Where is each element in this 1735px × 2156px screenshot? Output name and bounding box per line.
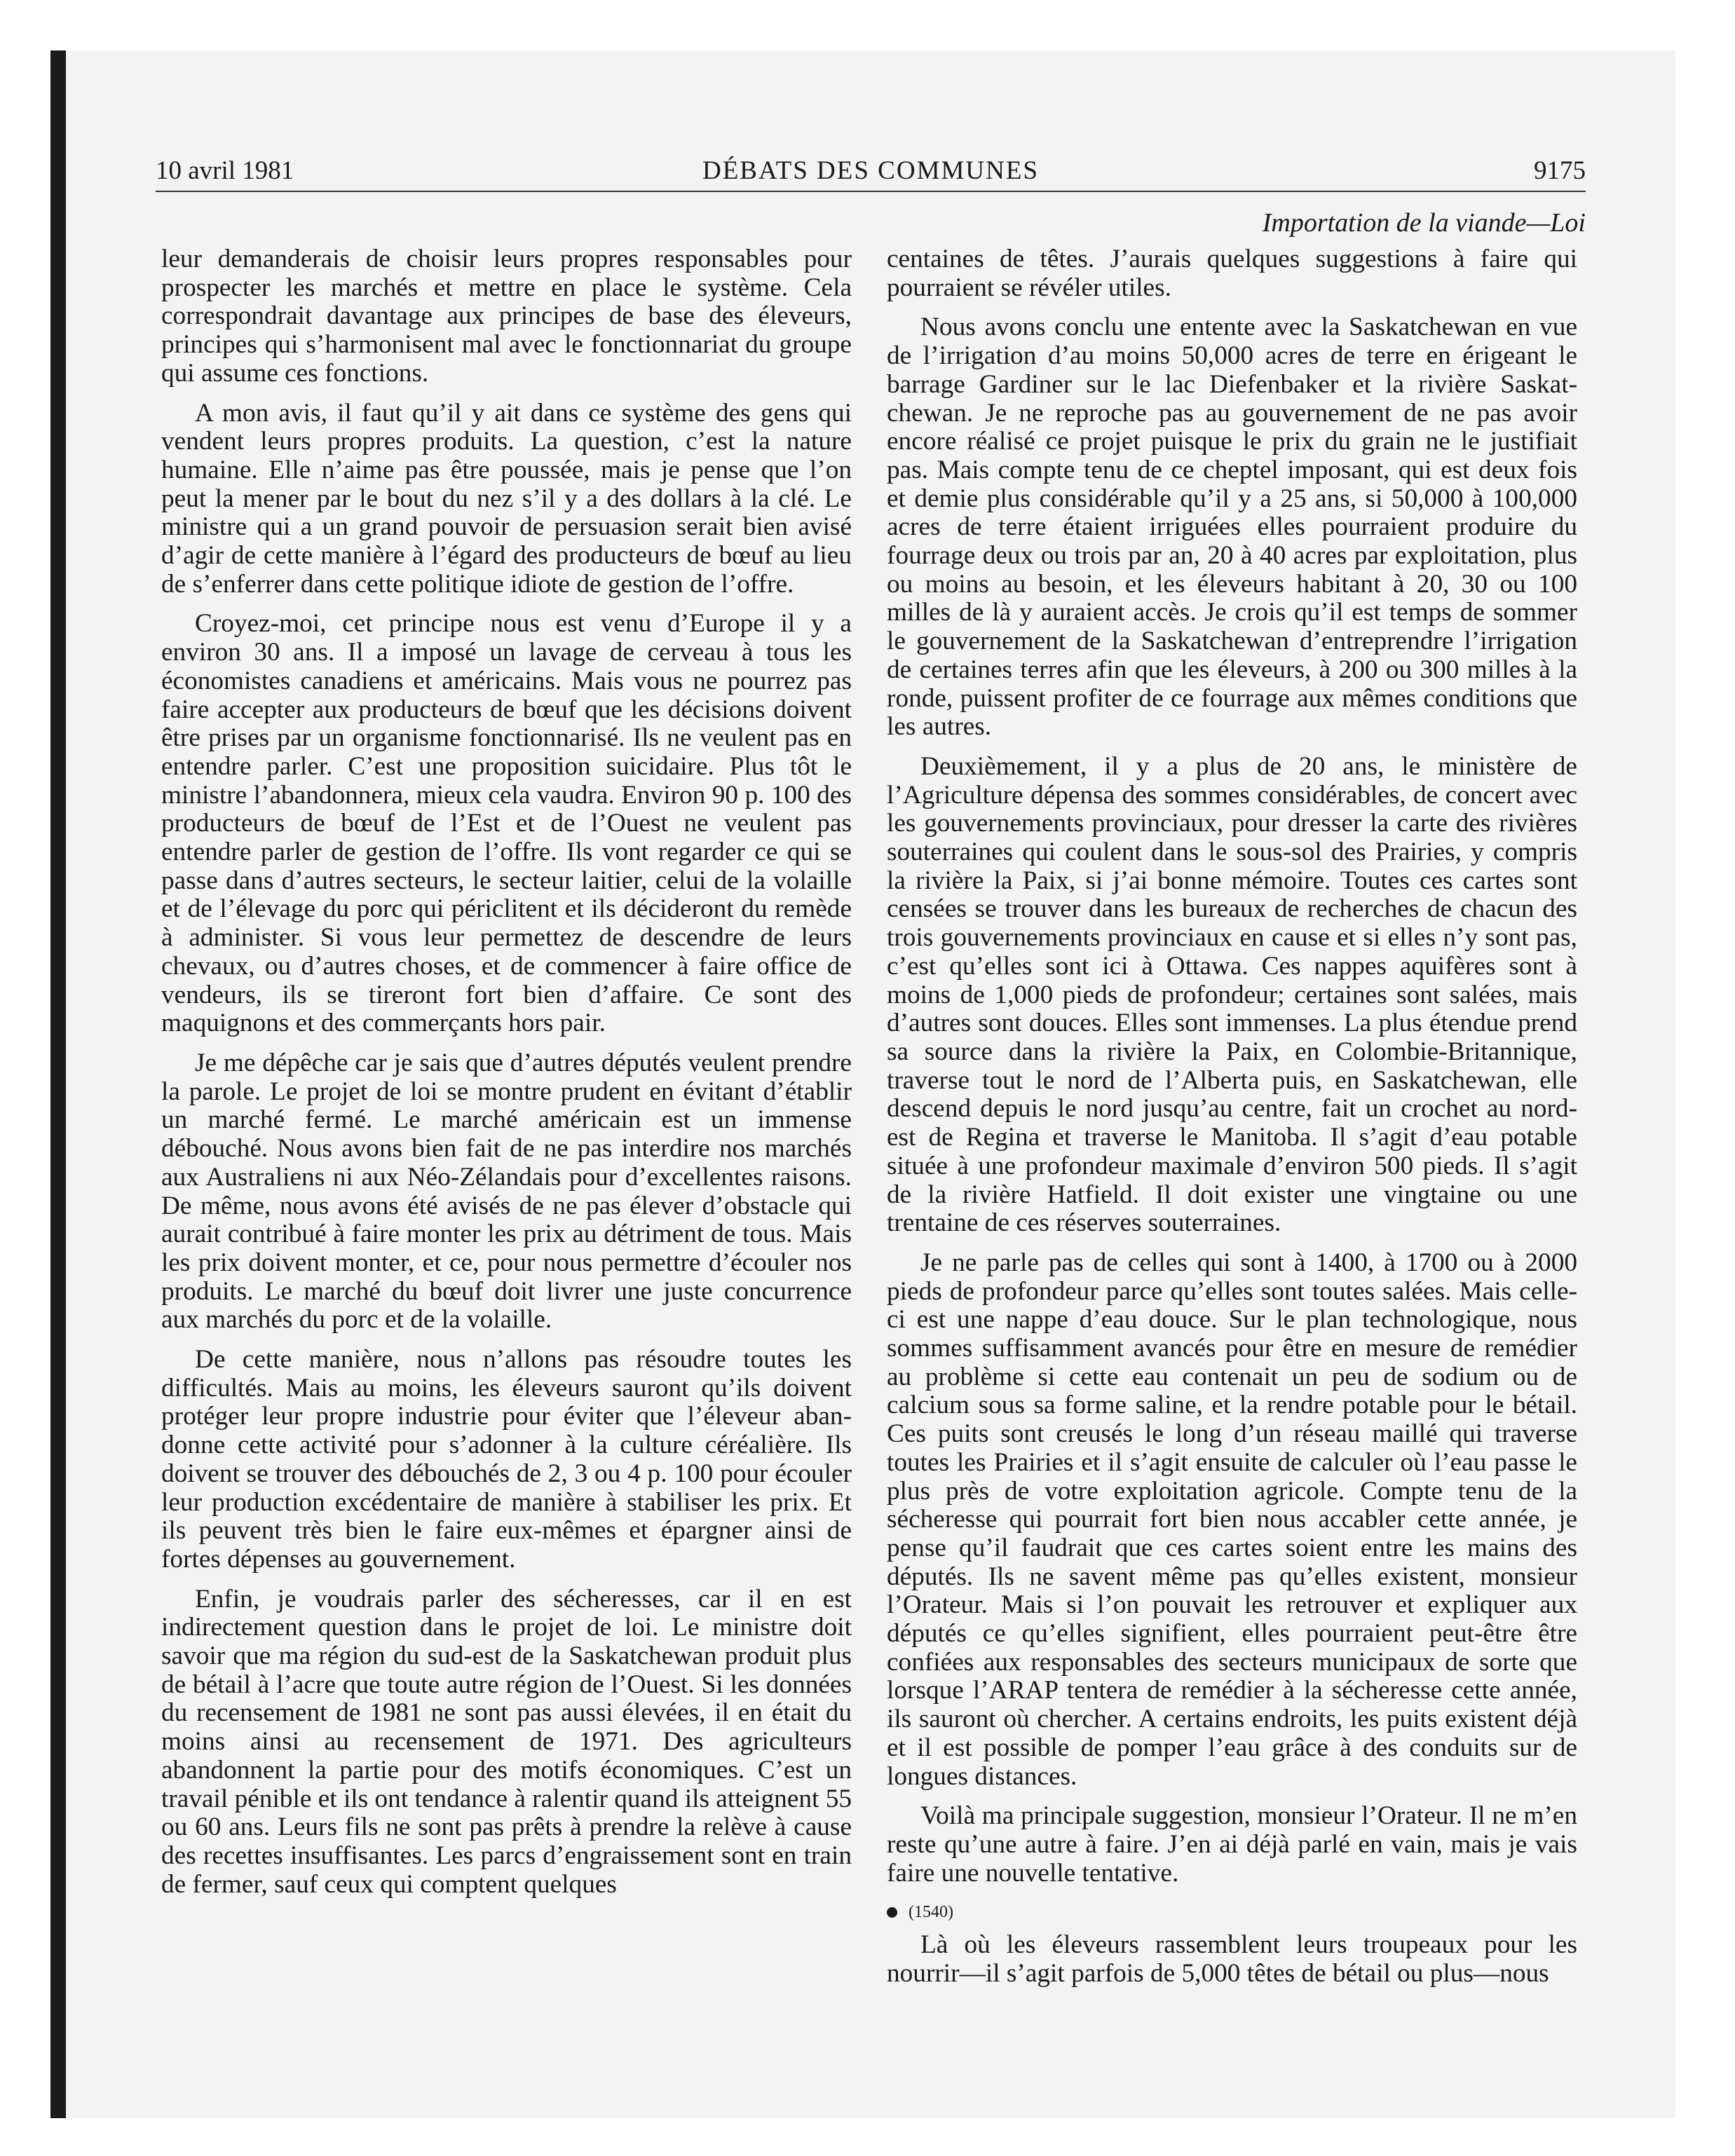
- header-publication: DÉBATS DES COMMUNES: [702, 156, 1039, 185]
- running-header: [156, 153, 1586, 189]
- scan-edge-bar: [50, 50, 66, 2118]
- section-subheading: Importation de la viande—Loi: [1262, 208, 1586, 238]
- left-column: [161, 245, 852, 1910]
- bullet-icon: [887, 1907, 897, 1918]
- paragraph: Voilà ma principale suggestion, monsieur l’Orateur. Il ne m’en reste qu’une autre à faire. J’en ai déjà parlé en vain, mais je vais faire une nouvelle tentative.: [887, 1801, 1577, 1888]
- header-rule: [156, 191, 1586, 192]
- right-column: [887, 245, 1577, 2000]
- paragraph: Je me dépêche car je sais que d’autres députés veulent prendre la parole. Le projet de loi se montre prudent en évitant d’établir un marché fermé. Le marché américain est un immense débouché. Nous avons bien fait de ne pas interdire nos marchés aux Australiens ni aux Néo-Zélandais pour d’excellentes raisons. De même, nous avons été avisés de ne pas élever d’obstacle qui aurait contribué à faire monter les prix au détriment de tous. Mais les prix doivent monter, et ce, pour nous permettre d’écouler nos produits. Le marché du bœuf doit livrer une juste concurrence aux marchés du porc et de la volaille.: [161, 1048, 852, 1335]
- paragraph: Enfin, je voudrais parler des sécheresses, car il en est indirectement question dans le projet de loi. Le ministre doit savoir que ma région du sud-est de la Saskatchewan produit plus de bétail à l’acre que toute autre région de l’Ouest. Si les données du recensement de 1981 ne sont pas aussi élevées, il en était du moins ainsi au recensement de 1971. Des agriculteurs abandonnent la partie pour des motifs économiques. C’est un travail pénible et ils ont tendance à ralentir quand ils atteignent 55 ou 60 ans. Leurs fils ne sont pas prêts à prendre la relève à cause des recettes insuffisantes. Les parcs d’engraissement sont en train de fermer, sauf ceux qui comptent quelques: [161, 1584, 852, 1899]
- paragraph: Deuxièmement, il y a plus de 20 ans, le ministère de l’Agriculture dépensa des sommes considérables, de concert avec les gouvernements provinciaux, pour dresser la carte des rivières souterraines qui coulent dans le sous-sol des Prairies, y compris la rivière la Paix, si j’ai bonne mémoire. Toutes ces cartes sont censées se trouver dans les bureaux de recherches de chacun des trois gouvernements provinciaux en cause et si elles n’y sont pas, c’est qu’elles sont ici à Ottawa. Ces nappes aquifères sont à moins de 1,000 pieds de profondeur; certaines sont salées, mais d’autres sont douces. Elles sont immenses. La plus étendue prend sa source dans la rivière la Paix, en Colombie-Britannique, traverse tout le nord de l’Alberta puis, en Saskatchewan, elle descend depuis le nord jusqu’au centre, fait un crochet au nord-est de Regina et traverse le Manitoba. Il s’agit d’eau potable située à une profondeur maximale d’environ 500 pieds. Il s’agit de la rivière Hatfield. Il doit exister une vingtaine ou une trentaine de ces réserves souterraines.: [887, 751, 1577, 1238]
- paragraph: A mon avis, il faut qu’il y ait dans ce système des gens qui vendent leurs propres produits. La question, c’est la nature humaine. Elle n’aime pas être poussée, mais je pense que l’on peut la mener par le bout du nez s’il y a des dollars à la clé. Le ministre qui a un grand pouvoir de persuasion serait bien avisé d’agir de cette manière à l’égard des producteurs de bœuf au lieu de s’enferrer dans cette politique idiote de gestion de l’offre.: [161, 398, 852, 599]
- paragraph: Là où les éleveurs rassemblent leurs troupeaux pour les nourrir—il s’agit parfois de 5,000 têtes de bétail ou plus—nous: [887, 1930, 1577, 1988]
- header-date: 10 avril 1981: [156, 156, 294, 185]
- time-marker-label: (1540): [909, 1903, 953, 1922]
- header-page-number: 9175: [1534, 156, 1586, 185]
- paragraph: Nous avons conclu une entente avec la Saskatchewan en vue de l’irrigation d’au moins 50,000 acres de terre en érigeant le barrage Gardiner sur le lac Diefenbaker et la rivière Saskatchewan. Je ne reproche pas au gouvernement de ne pas avoir encore réalisé ce projet puisque le prix du grain ne le justifiait pas. Mais compte tenu de ce cheptel imposant, qui est deux fois et demie plus considérable qu’il y a 25 ans, si 50,000 à 100,000 acres de terre étaient irriguées elles pourraient produire du fourrage deux ou trois par an, 20 à 40 acres par exploitation, plus ou moins au besoin, et les éleveurs habitant à 20, 30 ou 100 milles de là y auraient accès. Je crois qu’il est temps de sommer le gouvernement de la Saskatchewan d’entreprendre l’irrigation de certaines terres afin que les éleveurs, à 200 ou 300 milles à la ronde, puissent profiter de ce fourrage aux mêmes conditions que les autres.: [887, 313, 1577, 742]
- paragraph: Croyez-moi, cet principe nous est venu d’Europe il y a environ 30 ans. Il a imposé un lavage de cerveau à tous les économistes canadiens et américains. Mais vous ne pourrez pas faire accepter aux producteurs de bœuf que les décisions doivent être prises par un organisme fonctionnarisé. Ils ne veulent pas en entendre parler. C’est une proposition suicidaire. Plus tôt le ministre l’abandonnera, mieux cela vaudra. Environ 90 p. 100 des producteurs de bœuf de l’Est et de l’Ouest ne veulent pas entendre parler de gestion de l’offre. Ils vont regarder ce qui se passe dans d’autres secteurs, le secteur laitier, celui de la volaille et de l’élevage du porc qui périclitent et ils décideront du remède à administer. Si vous leur permettez de descendre de leurs chevaux, ou d’autres choses, et de commencer à faire office de vendeurs, ils se tireront fort bien d’affaire. Ce sont des maquignons et des commerçants hors pair.: [161, 609, 852, 1038]
- paragraph: leur demanderais de choisir leurs propres responsables pour prospecter les marchés et mettre en place le système. Cela correspondrait davantage aux principes de base des éleveurs, principes qui s’harmonisent mal avec le fonctionnariat du groupe qui assume ces fonctions.: [161, 245, 852, 388]
- paragraph: De cette manière, nous n’allons pas résoudre toutes les difficultés. Mais au moins, les éleveurs sauront qu’ils doivent protéger leur propre industrie pour éviter que l’éleveur abandonne cette activité pour s’adonner à la culture céréalière. Ils doivent se trouver des débouchés de 2, 3 ou 4 p. 100 pour écouler leur production excédentaire de manière à stabiliser les prix. Et ils peuvent très bien le faire eux-mêmes et épargner ainsi de fortes dépenses au gouvernement.: [161, 1345, 852, 1574]
- paragraph: Je ne parle pas de celles qui sont à 1400, à 1700 ou à 2000 pieds de profondeur parce qu’elles sont toutes salées. Mais celle-ci est une nappe d’eau douce. Sur le plan technologique, nous sommes suffisamment avancés pour être en mesure de remédier au problème si cette eau contenait un peu de sodium ou de calcium sous sa forme saline, et la rendre potable pour le bétail. Ces puits sont creusés le long d’un réseau maillé qui traverse toutes les Prairies et il s’agit ensuite de calculer où l’eau passe le plus près de votre exploitation agricole. Compte tenu de la sécheresse qui pourrait fort bien nous accabler cette année, je pense qu’il faudrait que ces cartes soient entre les mains des députés. Ils ne savent même pas qu’elles existent, monsieur l’Orateur. Mais si l’on pouvait les retrouver et expliquer aux députés ce qu’elles signifient, elles pourraient peut-être être confiées aux responsables des secteurs municipaux de sorte que lorsque l’ARAP tentera de remédier à la sécheresse cette année, ils sauront où chercher. A certains endroits, les puits existent déjà et il est possible de pomper l’eau grâce à des conduits sur de longues distances.: [887, 1248, 1577, 1791]
- paragraph: centaines de têtes. J’aurais quelques suggestions à faire qui pourraient se révéler utiles.: [887, 245, 1577, 302]
- time-marker: [887, 1899, 1577, 1925]
